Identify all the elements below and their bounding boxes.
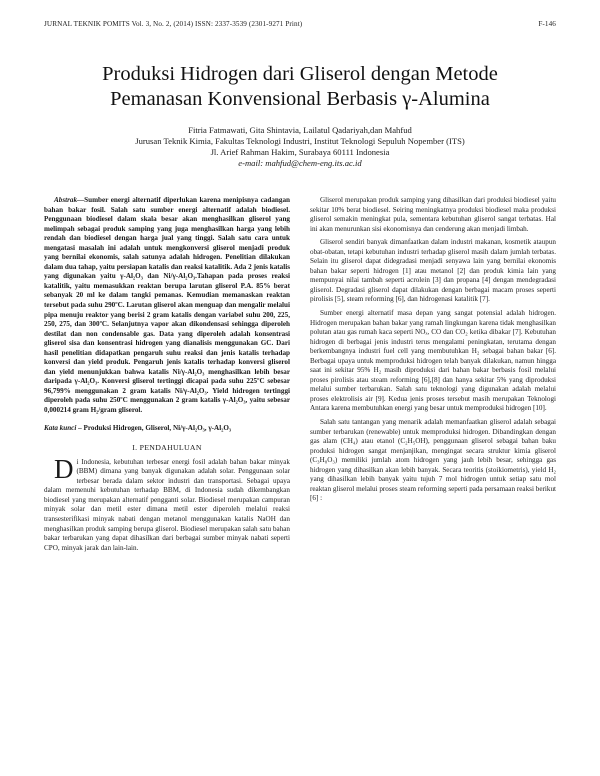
keywords-text: – Produksi Hidrogen, Gliserol, Ni/γ-Al₂O₃, γ-Al₂O₃ [76, 423, 232, 432]
title-line-1: Produksi Hidrogen dari Gliserol dengan Metode [102, 63, 498, 85]
section-heading-introduction: I. PENDAHULUAN [132, 443, 202, 453]
right-paragraph-1: Gliserol merupakan produk samping yang dihasilkan dari produksi biodiesel yaitu sekitar 10% berat biodiesel. Seiring meningkatnya produksi biodiesel maka produksi gliserol semakin meningkat pula, sementara kebutuhan gliserol sangat terbatas. Hal ini akan menurunkan sisi ekonomisnya dan cenderung akan menjadi limbah. [310, 196, 556, 233]
right-paragraph-4: Salah satu tantangan yang menarik adalah memanfaatkan gliserol adalah sebagai sumber terbarukan (renewable) untuk memproduksi hidrogen. Dibandingkan dengan gas alam (CH₄) atau etanol (C₂H₅OH), penggunaan gliserol sebagai bahan baku produksi hidrogen sangat menjanjikan, mengingat secara struktur kimia gliserol (C₃H₈O₃) memiliki jumlah atom hidrogen yang jauh lebih besar, sehingga gas hidrogen yang dihasilkan akan lebih banyak. Secara teoritis (stoikiometris), yield H₂ yang dihasilkan lebih banyak yaitu tujuh 7 mol hidrogen untuk setiap satu mol reaktan gliserol melalui proses steam reforming seperti pada persamaan reaksi berikut [6] : [310, 418, 556, 503]
right-paragraph-2: Gliserol sendiri banyak dimanfaatkan dalam industri makanan, kosmetik ataupun obat-obatan, tetapi kebutuhan industri terhadap gliserol masih dalam jumlah terbatas. Selain itu gliserol dapat didegradasi menjadi senyawa lain yang bernilai ekonomis bahan bakar seperti hidrogen [1] atau metanol [2] dan produk kimia lain yang mempunyai nilai tambah seperti acrolein [3] dan propana [4] dengan mendegradasi gliserol. Degradasi gliserol dapat dilakukan dengan berbagai macam proses seperti pirolisis [5], steam reforming [6], dan hidrogenasi katalitik [7]. [310, 238, 556, 304]
keywords [44, 424, 290, 434]
intro-paragraph-1 [44, 453, 290, 553]
left-column [44, 196, 290, 553]
email-address: : mahfud@chem-eng.its.ac.id [260, 158, 362, 168]
running-header [44, 20, 556, 28]
abstract-text: —Sumber energi alternatif diperlukan karena menipisnya cadangan bahan bakar fosil. Salah satu sumber energi alternatif adalah biodiesel. Penggunaan biodiesel dalam skala besar akan menghasilkan gliserol yang melimpah sebagai produk samping yang juga menghasilkan harga yang lebih rendah dan biodiesel dengan harga jual yang tinggi. Salah satu cara untuk mengatasi masalah ini adalah untuk mengkonversi gliserol menjadi produk yang bernilai ekonomis, salah satunya adalah hidrogen. Penelitian dilakukan dalam dua tahap, yaitu persiapan katalis dan reaksi katalitik. Ada 2 jenis katalis yang digunakan yaitu γ-Al₂O₃ dan Ni/γ-Al₂O₃.Tahapan pada proses reaksi katalitik, yaitu memasukkan reaktan berupa larutan gliserol P.A. 85% berat sebanyak 20 ml ke dalam tangki pemanas. Kemudian memanaskan reaktan tersebut pada suhu 290ºC. Larutan gliserol akan menguap dan mengalir melalui pipa menuju reaktor yang berisi 2 gram katalis dengan variabel suhu 200, 225, 250, 275, dan 300ºC. Selanjutnya vapor akan dikondensasi sehingga diperoleh destilat dan non condensable gas. Data yang diperoleh adalah konsentrasi gliserol sisa dan konsentrasi hidrogen yang dianalisis menggunakan GC. Dari hasil penelitian didapatkan pengaruh suhu reaksi dan jenis katalis terhadap konversi dan yield produk. Pengaruh jenis katalis terhadap konversi gliserol dan yield menunjukkan bahwa katalis Ni/γ-Al₂O₃ menghasilkan lebih besar daripada γ-Al₂O₃. Konversi gliserol tertinggi dicapai pada suhu 225ºC sebesar 96,799% menggunakan 2 gram katalis Ni/γ-Al₂O₃. Yield hidrogen tertinggi diperoleh pada suhu 250ºC menggunakan 2 gram katalis γ-Al₂O₃, yaitu sebesar 0,000214 gram H₂/gram gliserol. [44, 196, 290, 415]
title-line-2: Pemanasan Konvensional Berbasis γ-Alumina [110, 88, 490, 110]
abstract-label: Abstrak [54, 196, 78, 204]
journal-citation: JURNAL TEKNIK POMITS Vol. 3, No. 2, (2014) ISSN: 2337-3539 (2301-9271 Print) [44, 20, 303, 28]
paper-title [44, 62, 556, 112]
page-number: F-146 [538, 20, 556, 28]
intro-paragraph-1-text: i Indonesia, kebutuhan terbesar energi fosil adalah bahan bakar minyak (BBM) dimana yang banyak digunakan adalah solar. Penggunaan solar terbesar berada dalam sektor industri dan transportasi. Sebagai upaya dalam memenuhi kebutuhan terhadap BBM, di Indonesia sudah dikembangkan biodiesel yang merupakan alternatif pengganti solar. Biodiesel merupakan campuran minyak solar dan metil ester dimana metil ester diperoleh melalui reaksi transesterifikasi minyak nabati dengan metanol menggunakan katalis NaOH dan menghasilkan produk samping berupa gliserol. Biodiesel merupakan salah satu bahan bakar terbarukan yang dapat dihasilkan dari berbagai sumber minyak nabati seperti CPO, minyak jarak dan lain-lain. [44, 457, 290, 552]
address: Jl. Arief Rahman Hakim, Surabaya 60111 Indonesia [210, 147, 390, 157]
email-line [44, 158, 556, 169]
keywords-label: Kata kunci [44, 423, 77, 432]
author-list: Fitria Fatmawati, Gita Shintavia, Lailatul Qadariyah,dan Mahfud [188, 125, 412, 135]
affiliation: Jurusan Teknik Kimia, Fakultas Teknologi Industri, Institut Teknologi Sepuluh Nopember (ITS) [135, 136, 465, 146]
right-column [310, 196, 556, 553]
email-label: e-mail [238, 158, 261, 168]
right-paragraph-3: Sumber energi alternatif masa depan yang sangat potensial adalah hidrogen. Hidrogen merupakan bahan bakar yang ramah lingkungan karena tidak menghasilkan polutan atau gas rumah kaca seperti NOₓ, CO dan CO₂ ketika dibakar [7]. Kebutuhan hidrogen di berbagai jenis industri terus mengalami peningkatan, terutama dengan berkembangnya industri fuel cell yang membutuhkan H₂ sebagai bahan bakar [6]. Berbagai upaya untuk memproduksi hidrogen telah banyak dilakukan, namun hingga saat ini sekitar 95% H₂ masih diproduksi dari bahan bakar berbasis fosil melalui proses pirolisis atau steam reforming [6],[8] dan hanya sekitar 5% yang diproduksi melalui sumber terbarukan. Salah satu teknologi yang digunakan adalah melalui proses elektrolisis air [9]. Kedua jenis proses tersebut masih merupakan Teknologi Antara karena membutuhkan energi yang besar untuk memproduksi hidrogen [10]. [310, 309, 556, 413]
body-columns [44, 196, 556, 553]
drop-cap: D [54, 453, 74, 484]
abstract [44, 196, 290, 416]
